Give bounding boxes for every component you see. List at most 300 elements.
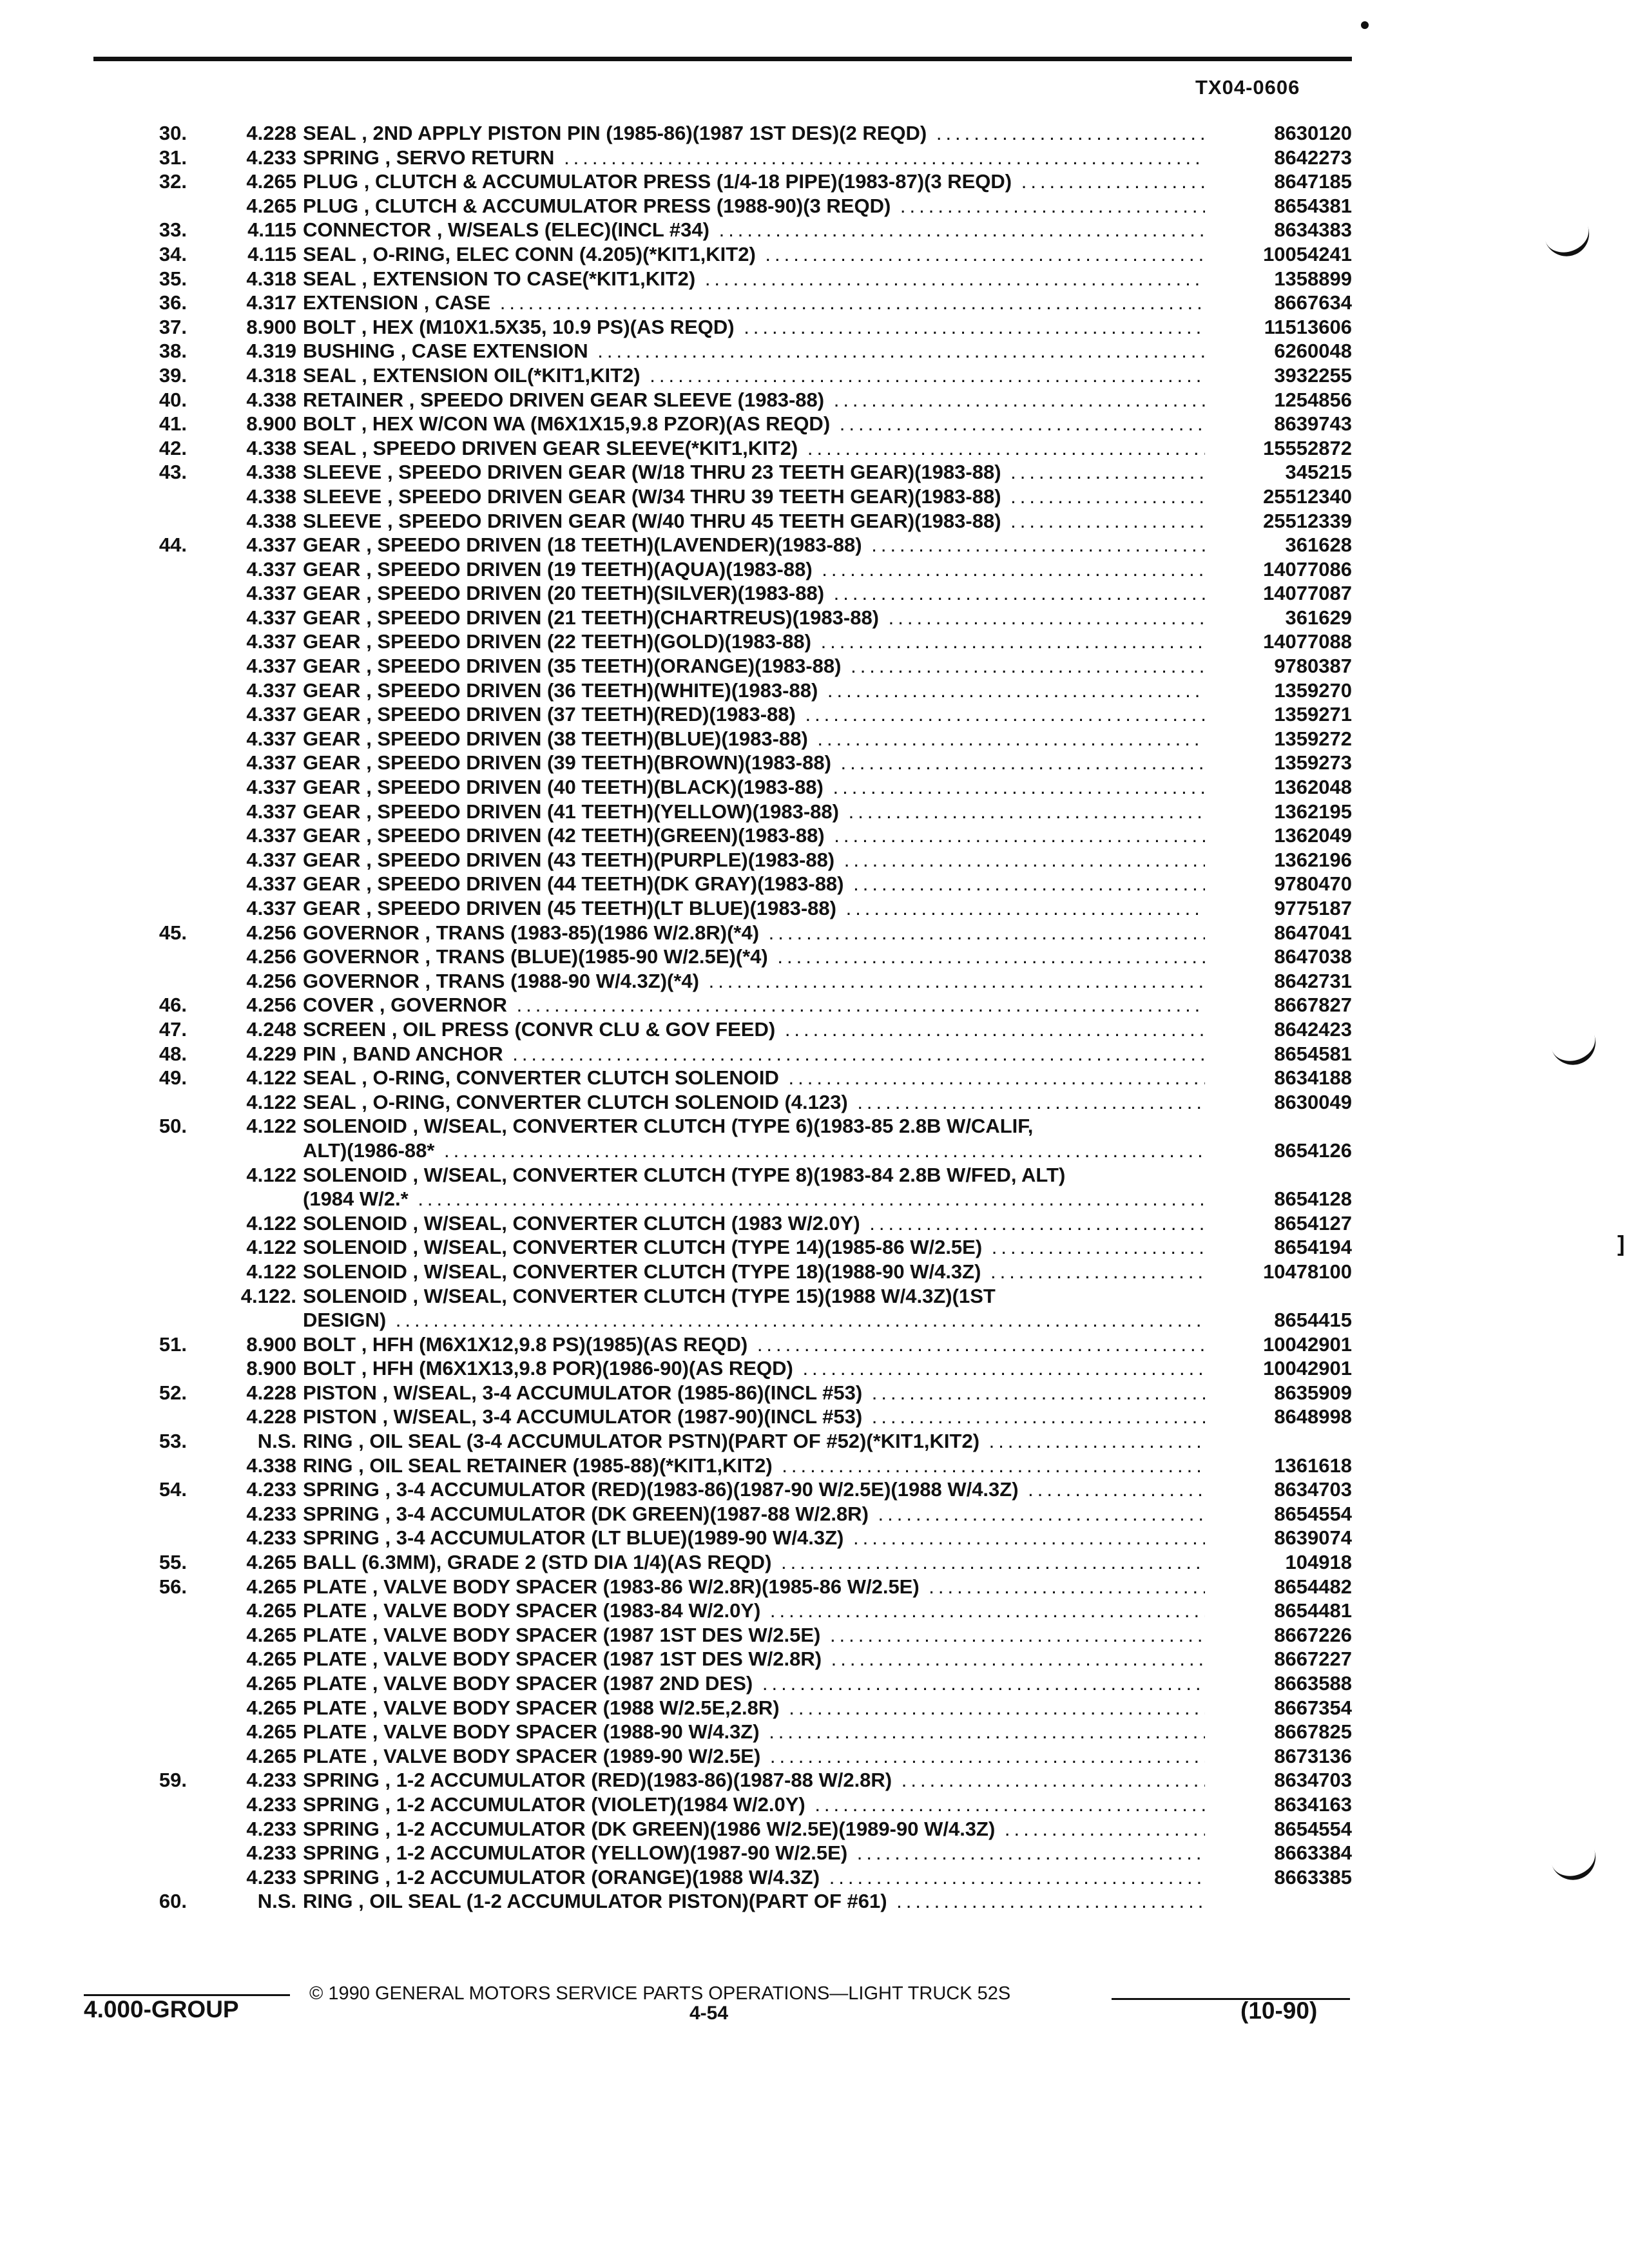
part-group-number: 4.233 bbox=[246, 1502, 296, 1525]
part-description bbox=[303, 146, 1205, 170]
leader-dots bbox=[820, 1624, 1205, 1646]
part-row bbox=[0, 1429, 1629, 1454]
part-detail: , 1-2 ACCUMULATOR (DK GREEN)(1986 W/2.5E)(1989-90 W/4.3Z) bbox=[379, 1817, 996, 1840]
ink-dot bbox=[1361, 21, 1369, 29]
part-ref-number: 52. bbox=[159, 1381, 187, 1404]
part-description bbox=[303, 775, 1205, 800]
part-row bbox=[0, 218, 1629, 242]
part-name: GEAR bbox=[303, 582, 361, 605]
part-number: 1359270 bbox=[1274, 678, 1352, 702]
part-description bbox=[303, 581, 1205, 606]
part-description bbox=[303, 1066, 1205, 1090]
part-description bbox=[303, 1405, 1205, 1429]
part-name: GEAR bbox=[303, 557, 361, 581]
part-row bbox=[0, 1260, 1629, 1284]
part-name: GEAR bbox=[303, 848, 361, 871]
part-description bbox=[303, 1889, 1205, 1914]
part-ref-number: 43. bbox=[159, 461, 187, 484]
part-row bbox=[0, 1865, 1629, 1890]
part-row bbox=[0, 339, 1629, 363]
leader-dots bbox=[768, 945, 1205, 968]
part-row bbox=[0, 412, 1629, 436]
part-row bbox=[0, 1454, 1629, 1478]
part-description bbox=[303, 1090, 1205, 1115]
part-group-number: N.S. bbox=[257, 1430, 296, 1453]
part-number: 15552872 bbox=[1263, 436, 1352, 459]
part-detail: , SPEEDO DRIVEN (19 TEETH)(AQUA)(1983-88) bbox=[360, 557, 813, 581]
part-detail: , SPEEDO DRIVEN (22 TEETH)(GOLD)(1983-88) bbox=[360, 630, 811, 653]
part-number: 8654194 bbox=[1274, 1236, 1352, 1259]
part-detail: , W/SEAL, 3-4 ACCUMULATOR (1987-90)(INCL #53) bbox=[376, 1405, 863, 1428]
part-detail: , TRANS (1988-90 W/4.3Z)(*4) bbox=[419, 969, 699, 992]
leader-dots bbox=[981, 1260, 1205, 1283]
part-name: SOLENOID bbox=[303, 1163, 407, 1186]
part-number: 8654482 bbox=[1274, 1575, 1352, 1598]
part-description bbox=[303, 436, 1205, 461]
part-group-number: 4.229 bbox=[246, 1042, 296, 1065]
part-name: GEAR bbox=[303, 824, 361, 847]
part-row bbox=[0, 146, 1629, 170]
part-name: SOLENOID bbox=[303, 1115, 407, 1138]
leader-dots bbox=[771, 1551, 1205, 1573]
leader-dots bbox=[892, 1769, 1205, 1791]
part-group-number: 4.233 bbox=[246, 1865, 296, 1888]
part-description bbox=[303, 485, 1205, 509]
part-row bbox=[0, 1792, 1629, 1817]
leader-dots bbox=[830, 412, 1205, 435]
leader-dots bbox=[503, 1043, 1205, 1065]
part-description bbox=[303, 315, 1205, 340]
part-number: 8654381 bbox=[1274, 194, 1352, 217]
margin-mark: ] bbox=[1617, 1232, 1625, 1256]
leader-dots bbox=[822, 1648, 1205, 1670]
leader-dots bbox=[824, 776, 1205, 798]
part-detail: , SPEEDO DRIVEN (37 TEETH)(RED)(1983-88) bbox=[360, 703, 796, 726]
part-group-number: 4.233 bbox=[246, 1792, 296, 1816]
leader-dots bbox=[805, 1793, 1205, 1816]
part-number: 9780387 bbox=[1274, 655, 1352, 678]
leader-dots bbox=[779, 1066, 1205, 1089]
part-name: SOLENOID bbox=[303, 1284, 407, 1307]
part-row bbox=[0, 315, 1629, 340]
part-description bbox=[303, 629, 1205, 654]
part-group-number: 8.900 bbox=[246, 1332, 296, 1356]
part-group-number: 4.122 bbox=[246, 1115, 296, 1138]
part-row bbox=[0, 678, 1629, 703]
part-description bbox=[303, 896, 1205, 921]
footer-copyright: © 1990 GENERAL MOTORS SERVICE PARTS OPERATIONS—LIGHT TRUCK 52S bbox=[309, 1983, 1011, 2004]
part-description bbox=[303, 1477, 1205, 1502]
part-number: 10478100 bbox=[1263, 1260, 1352, 1283]
part-number: 8642731 bbox=[1274, 969, 1352, 992]
part-group-number: 4.317 bbox=[246, 291, 296, 314]
leader-dots bbox=[831, 751, 1205, 774]
part-name: GEAR bbox=[303, 897, 361, 919]
leader-dots bbox=[834, 849, 1205, 871]
part-row bbox=[0, 581, 1629, 606]
part-description bbox=[303, 242, 1205, 267]
part-description bbox=[303, 751, 1205, 775]
part-name: SOLENOID bbox=[303, 1236, 407, 1259]
part-row bbox=[0, 533, 1629, 557]
part-group-number: 4.233 bbox=[246, 1478, 296, 1501]
part-description bbox=[303, 969, 1205, 994]
leader-dots bbox=[879, 606, 1205, 629]
part-number: 3932255 bbox=[1274, 363, 1352, 387]
part-group-number: 4.122 bbox=[246, 1260, 296, 1283]
part-description bbox=[303, 1647, 1205, 1671]
footer-date-code: (10-90) bbox=[1240, 1997, 1318, 2024]
part-row bbox=[0, 1405, 1629, 1429]
part-ref-number: 39. bbox=[159, 363, 187, 387]
leader-dots bbox=[699, 970, 1205, 992]
leader-dots bbox=[1001, 461, 1205, 483]
part-group-number: 4.233 bbox=[246, 1769, 296, 1792]
part-row bbox=[0, 1623, 1629, 1648]
leader-dots bbox=[554, 146, 1205, 169]
part-name: GOVERNOR bbox=[303, 969, 419, 992]
leader-dots bbox=[836, 897, 1205, 919]
part-name: SEAL bbox=[303, 1066, 356, 1090]
part-name: SLEEVE bbox=[303, 509, 382, 532]
leader-dots bbox=[1001, 510, 1205, 532]
part-number: 25512340 bbox=[1263, 485, 1352, 508]
part-description bbox=[303, 1817, 1205, 1841]
part-group-number: 4.265 bbox=[246, 1696, 296, 1719]
part-row bbox=[0, 1744, 1629, 1769]
part-detail: (1984 W/2.* bbox=[303, 1187, 409, 1211]
part-detail: , SPEEDO DRIVEN GEAR (W/40 THRU 45 TEETH GEAR)(1983-88) bbox=[381, 509, 1001, 532]
part-group-number: 4.122 bbox=[246, 1163, 296, 1186]
part-group-number: 4.228 bbox=[246, 122, 296, 144]
part-number: 8635909 bbox=[1274, 1381, 1352, 1404]
part-ref-number: 45. bbox=[159, 921, 187, 944]
part-group-number: 4.122 bbox=[246, 1090, 296, 1113]
part-name: PLATE bbox=[303, 1599, 367, 1622]
part-description bbox=[303, 460, 1205, 485]
part-ref-number: 33. bbox=[159, 218, 187, 242]
leader-dots bbox=[825, 824, 1205, 847]
leader-dots bbox=[982, 1236, 1205, 1258]
part-detail: DESIGN) bbox=[303, 1309, 387, 1332]
part-description bbox=[303, 1865, 1205, 1890]
part-detail: , SPEEDO DRIVEN (21 TEETH)(CHARTREUS)(1983-88) bbox=[360, 606, 880, 629]
leader-dots bbox=[979, 1430, 1205, 1452]
part-name: GEAR bbox=[303, 678, 361, 702]
part-group-number: 4.233 bbox=[246, 1526, 296, 1550]
part-row bbox=[0, 702, 1629, 727]
part-ref-number: 35. bbox=[159, 267, 187, 290]
part-row bbox=[0, 169, 1629, 194]
part-row bbox=[0, 1575, 1629, 1599]
part-name: GEAR bbox=[303, 776, 361, 799]
part-row bbox=[0, 557, 1629, 582]
part-number: 8648998 bbox=[1274, 1405, 1352, 1428]
part-description bbox=[303, 1356, 1205, 1381]
leader-dots bbox=[709, 218, 1205, 241]
part-ref-number: 47. bbox=[159, 1017, 187, 1041]
leader-dots bbox=[760, 1599, 1205, 1622]
part-number: 8654126 bbox=[1274, 1139, 1352, 1162]
part-row bbox=[0, 1090, 1629, 1115]
part-detail: , 1-2 ACCUMULATOR (VIOLET)(1984 W/2.0Y) bbox=[379, 1792, 805, 1816]
part-description bbox=[303, 1429, 1205, 1454]
part-description bbox=[303, 654, 1205, 678]
part-description bbox=[303, 169, 1205, 194]
part-number: 11513606 bbox=[1264, 315, 1352, 338]
part-row bbox=[0, 1526, 1629, 1550]
part-row bbox=[0, 485, 1629, 509]
part-detail: , OIL SEAL RETAINER (1985-88)(*KIT1,KIT2) bbox=[352, 1454, 773, 1477]
part-detail: , TRANS (BLUE)(1985-90 W/2.5E)(*4) bbox=[419, 945, 768, 968]
part-name: SCREEN bbox=[303, 1017, 387, 1041]
part-number: 8639074 bbox=[1274, 1526, 1352, 1550]
leader-dots bbox=[756, 243, 1205, 265]
part-detail: , VALVE BODY SPACER (1988 W/2.5E,2.8R) bbox=[367, 1696, 780, 1719]
part-row bbox=[0, 1550, 1629, 1575]
part-detail: , 2ND APPLY PISTON PIN (1985-86)(1987 1ST DES)(2 REQD) bbox=[356, 122, 927, 144]
part-description bbox=[303, 1114, 1205, 1139]
part-number: 8667354 bbox=[1274, 1696, 1352, 1719]
part-detail: (6.3MM), GRADE 2 (STD DIA 1/4)(AS REQD) bbox=[356, 1551, 772, 1574]
part-name: PLATE bbox=[303, 1696, 367, 1719]
part-number: 1359272 bbox=[1274, 727, 1352, 750]
part-detail: , 3-4 ACCUMULATOR (RED)(1983-86)(1987-90 W/2.5E)(1988 W/4.3Z) bbox=[379, 1478, 1019, 1501]
part-detail: , SPEEDO DRIVEN (35 TEETH)(ORANGE)(1983-88) bbox=[360, 655, 842, 678]
part-number: 1359273 bbox=[1274, 751, 1352, 774]
part-group-number: 4.337 bbox=[246, 800, 296, 823]
part-name: GEAR bbox=[303, 630, 361, 653]
part-number: 8642273 bbox=[1274, 146, 1352, 169]
part-number: 1362196 bbox=[1274, 848, 1352, 871]
part-name: SPRING bbox=[303, 1526, 380, 1550]
part-name: PLUG bbox=[303, 170, 359, 193]
part-name: PISTON bbox=[303, 1405, 377, 1428]
part-row bbox=[0, 194, 1629, 218]
part-row bbox=[0, 388, 1629, 412]
part-row bbox=[0, 751, 1629, 775]
part-detail: , EXTENSION TO CASE(*KIT1,KIT2) bbox=[356, 267, 696, 290]
leader-dots bbox=[735, 316, 1205, 338]
part-detail: , SPEEDO DRIVEN (41 TEETH)(YELLOW)(1983-88) bbox=[360, 800, 839, 823]
part-name: SPRING bbox=[303, 1841, 380, 1865]
part-name: PLATE bbox=[303, 1648, 367, 1671]
part-number: 1362048 bbox=[1274, 776, 1352, 799]
part-group-number: 4.265 bbox=[246, 1599, 296, 1622]
part-description bbox=[303, 1744, 1205, 1769]
part-row bbox=[0, 1066, 1629, 1090]
part-description bbox=[303, 872, 1205, 896]
part-group-number: 4.337 bbox=[246, 582, 296, 605]
part-name: SPRING bbox=[303, 1792, 380, 1816]
part-row bbox=[0, 1671, 1629, 1696]
part-number: 8667827 bbox=[1274, 994, 1352, 1017]
part-detail: , VALVE BODY SPACER (1988-90 W/4.3Z) bbox=[367, 1720, 760, 1744]
part-number: 8630120 bbox=[1274, 122, 1352, 144]
part-number: 104918 bbox=[1285, 1551, 1352, 1574]
part-group-number: 4.256 bbox=[246, 994, 296, 1017]
part-description bbox=[303, 1017, 1205, 1042]
part-group-number: 4.338 bbox=[246, 388, 296, 411]
part-row bbox=[0, 363, 1629, 388]
leader-dots bbox=[773, 1454, 1205, 1477]
part-row bbox=[0, 1817, 1629, 1841]
leader-dots bbox=[760, 1745, 1205, 1767]
leader-dots bbox=[1019, 1478, 1205, 1501]
part-number: 8667227 bbox=[1274, 1648, 1352, 1671]
part-ref-number: 42. bbox=[159, 436, 187, 459]
part-detail: ALT)(1986-88* bbox=[303, 1139, 435, 1162]
part-number: 8634188 bbox=[1274, 1066, 1352, 1090]
part-detail: , VALVE BODY SPACER (1989-90 W/2.5E) bbox=[367, 1744, 761, 1767]
part-detail: , SPEEDO DRIVEN GEAR SLEEVE (1983-88) bbox=[403, 388, 825, 411]
part-description bbox=[303, 194, 1205, 218]
part-name: BOLT bbox=[303, 1357, 356, 1380]
part-row bbox=[0, 1502, 1629, 1526]
part-row bbox=[0, 848, 1629, 872]
part-description bbox=[303, 1211, 1205, 1236]
part-row bbox=[0, 242, 1629, 267]
part-row bbox=[0, 969, 1629, 994]
part-number: 8634163 bbox=[1274, 1792, 1352, 1816]
leader-dots bbox=[813, 558, 1205, 581]
parts-list bbox=[0, 121, 1629, 1914]
part-name: PLATE bbox=[303, 1720, 367, 1744]
part-detail: , 3-4 ACCUMULATOR (DK GREEN)(1987-88 W/2.8R) bbox=[379, 1502, 869, 1525]
part-ref-number: 30. bbox=[159, 122, 187, 144]
part-row bbox=[0, 1187, 1629, 1211]
part-detail: , W/SEAL, CONVERTER CLUTCH (TYPE 8)(1983-84 2.8B W/FED, ALT) bbox=[407, 1163, 1066, 1186]
part-group-number: 4.122. bbox=[240, 1284, 296, 1307]
part-name: GEAR bbox=[303, 727, 361, 750]
part-number: 10042901 bbox=[1263, 1357, 1352, 1380]
part-number: 8654415 bbox=[1274, 1309, 1352, 1332]
part-ref-number: 50. bbox=[159, 1115, 187, 1138]
part-detail: , W/SEAL, CONVERTER CLUTCH (TYPE 14)(1985-86 W/2.5E) bbox=[407, 1236, 983, 1259]
part-detail: , VALVE BODY SPACER (1983-84 W/2.0Y) bbox=[367, 1599, 761, 1622]
part-ref-number: 34. bbox=[159, 242, 187, 265]
part-group-number: 4.233 bbox=[246, 1817, 296, 1840]
part-detail: , CASE bbox=[418, 291, 491, 314]
part-detail: , SPEEDO DRIVEN GEAR SLEEVE(*KIT1,KIT2) bbox=[356, 436, 798, 459]
part-row bbox=[0, 1139, 1629, 1163]
part-detail: , SPEEDO DRIVEN (42 TEETH)(GREEN)(1983-88) bbox=[360, 824, 825, 847]
part-description bbox=[303, 1526, 1205, 1550]
part-row bbox=[0, 1477, 1629, 1502]
part-number: 8654128 bbox=[1274, 1187, 1352, 1211]
part-ref-number: 38. bbox=[159, 340, 187, 363]
part-detail: , EXTENSION OIL(*KIT1,KIT2) bbox=[356, 363, 641, 387]
part-description bbox=[303, 1599, 1205, 1623]
part-row bbox=[0, 1356, 1629, 1381]
part-ref-number: 37. bbox=[159, 315, 187, 338]
part-detail: , HFH (M6X1X13,9.8 POR)(1986-90)(AS REQD) bbox=[356, 1357, 793, 1380]
part-detail: , SPEEDO DRIVEN (18 TEETH)(LAVENDER)(1983-88) bbox=[360, 533, 862, 557]
leader-dots bbox=[862, 1381, 1205, 1404]
footer-group-label: 4.000-GROUP bbox=[84, 1996, 239, 2023]
part-number: 1359271 bbox=[1274, 703, 1352, 726]
part-name: SPRING bbox=[303, 1478, 380, 1501]
leader-dots bbox=[818, 679, 1205, 702]
part-number: 361628 bbox=[1285, 533, 1352, 557]
part-row bbox=[0, 993, 1629, 1017]
part-name: EXTENSION bbox=[303, 291, 419, 314]
part-name: GEAR bbox=[303, 800, 361, 823]
part-description bbox=[303, 1381, 1205, 1405]
part-detail: , 1-2 ACCUMULATOR (ORANGE)(1988 W/4.3Z) bbox=[379, 1865, 820, 1888]
part-description bbox=[303, 412, 1205, 436]
part-description bbox=[303, 1139, 1205, 1163]
part-description bbox=[303, 1284, 1205, 1309]
leader-dots bbox=[927, 122, 1205, 144]
part-group-number: 4.319 bbox=[246, 340, 296, 363]
part-detail: , VALVE BODY SPACER (1987 2ND DES) bbox=[367, 1672, 753, 1695]
part-number: 1254856 bbox=[1274, 388, 1352, 411]
part-detail: , W/SEAL, CONVERTER CLUTCH (TYPE 15)(1988 W/4.3Z)(1ST bbox=[407, 1284, 996, 1307]
part-detail: , SPEEDO DRIVEN (44 TEETH)(DK GRAY)(1983-88) bbox=[360, 872, 844, 896]
part-group-number: 8.900 bbox=[246, 1357, 296, 1380]
part-group-number: 8.900 bbox=[246, 315, 296, 338]
part-number: 8634703 bbox=[1274, 1478, 1352, 1501]
part-row bbox=[0, 872, 1629, 896]
part-description bbox=[303, 1720, 1205, 1744]
part-description bbox=[303, 848, 1205, 872]
part-number: 8634703 bbox=[1274, 1769, 1352, 1792]
part-group-number: 4.337 bbox=[246, 897, 296, 919]
part-description bbox=[303, 1502, 1205, 1526]
part-row bbox=[0, 1332, 1629, 1357]
part-row bbox=[0, 1720, 1629, 1744]
part-description bbox=[303, 1332, 1205, 1357]
part-row bbox=[0, 1599, 1629, 1623]
part-number: 8654554 bbox=[1274, 1817, 1352, 1840]
part-ref-number: 32. bbox=[159, 170, 187, 193]
part-row bbox=[0, 896, 1629, 921]
part-group-number: 4.256 bbox=[246, 969, 296, 992]
part-group-number: 4.233 bbox=[246, 146, 296, 169]
part-detail: , BAND ANCHOR bbox=[336, 1042, 503, 1065]
leader-dots bbox=[641, 364, 1205, 387]
part-group-number: 4.115 bbox=[247, 218, 296, 242]
leader-dots bbox=[862, 533, 1205, 556]
part-description bbox=[303, 800, 1205, 824]
part-detail: , O-RING, CONVERTER CLUTCH SOLENOID bbox=[356, 1066, 779, 1090]
part-name: BALL bbox=[303, 1551, 356, 1574]
part-row bbox=[0, 460, 1629, 485]
part-detail: , OIL SEAL (1-2 ACCUMULATOR PISTON)(PART OF #61) bbox=[352, 1890, 887, 1913]
part-group-number: 4.265 bbox=[246, 1720, 296, 1744]
part-name: RING bbox=[303, 1454, 353, 1477]
part-description bbox=[303, 1768, 1205, 1792]
part-group-number: 4.228 bbox=[246, 1405, 296, 1428]
part-detail: , SPEEDO DRIVEN (45 TEETH)(LT BLUE)(1983-88) bbox=[360, 897, 836, 919]
part-description bbox=[303, 363, 1205, 388]
part-row bbox=[0, 945, 1629, 969]
part-ref-number: 51. bbox=[159, 1332, 187, 1356]
leader-dots bbox=[507, 994, 1205, 1016]
part-description bbox=[303, 509, 1205, 533]
part-number: 10042901 bbox=[1263, 1332, 1352, 1356]
leader-dots bbox=[811, 630, 1205, 653]
part-group-number: 4.318 bbox=[246, 363, 296, 387]
part-name: GOVERNOR bbox=[303, 921, 419, 944]
leader-dots bbox=[824, 389, 1205, 411]
part-number: 8647041 bbox=[1274, 921, 1352, 944]
part-ref-number: 40. bbox=[159, 388, 187, 411]
leader-dots bbox=[409, 1187, 1205, 1210]
part-description bbox=[303, 388, 1205, 412]
part-name: SLEEVE bbox=[303, 461, 382, 484]
